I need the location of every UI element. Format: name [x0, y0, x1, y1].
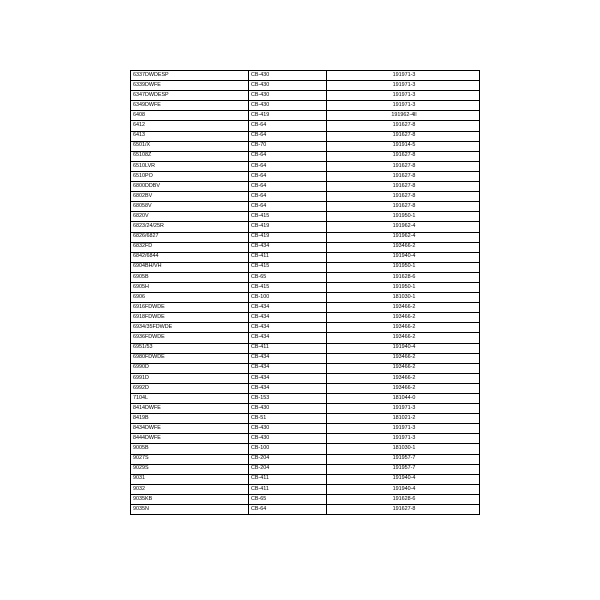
cell-series: CB-419	[249, 232, 327, 242]
cell-reference: 191962-4ll	[327, 111, 480, 121]
cell-reference: 191950-1	[327, 262, 480, 272]
cell-part-number: 6413	[131, 131, 249, 141]
table-row	[131, 252, 480, 262]
cell-series: CB-100	[249, 293, 327, 303]
cell-series: CB-64	[249, 192, 327, 202]
table-row	[131, 454, 480, 464]
table-row	[131, 333, 480, 343]
cell-reference: 193466-2	[327, 242, 480, 252]
cell-part-number: 6905B	[131, 272, 249, 282]
cell-series: CB-430	[249, 404, 327, 414]
table-row	[131, 353, 480, 363]
cell-series: CB-64	[249, 202, 327, 212]
cell-series: CB-415	[249, 262, 327, 272]
cell-part-number: 8414DWFE	[131, 404, 249, 414]
cell-series: CB-411	[249, 343, 327, 353]
cell-series: CB-434	[249, 363, 327, 373]
cell-series: CB-419	[249, 222, 327, 232]
table-row	[131, 313, 480, 323]
cell-reference: 191628-6	[327, 272, 480, 282]
cell-reference: 193466-2	[327, 383, 480, 393]
cell-part-number: 7104L	[131, 394, 249, 404]
cell-part-number: 9027S	[131, 454, 249, 464]
table-row	[131, 505, 480, 515]
cell-series: CB-430	[249, 424, 327, 434]
cell-reference: 191627-8	[327, 151, 480, 161]
cell-part-number: 6906	[131, 293, 249, 303]
table-row	[131, 363, 480, 373]
cell-part-number: 6802BV	[131, 192, 249, 202]
cell-series: CB-51	[249, 414, 327, 424]
cell-reference: 191628-6	[327, 494, 480, 504]
cell-reference: 193466-2	[327, 323, 480, 333]
cell-reference: 193466-2	[327, 353, 480, 363]
table-row	[131, 111, 480, 121]
table-row	[131, 222, 480, 232]
table-row	[131, 131, 480, 141]
table-row	[131, 272, 480, 282]
table-row	[131, 202, 480, 212]
cell-reference: 191914-5	[327, 141, 480, 151]
cell-series: CB-64	[249, 131, 327, 141]
cell-part-number: 6823/24/25R	[131, 222, 249, 232]
cell-reference: 181030-1	[327, 444, 480, 454]
cell-part-number: 6905H	[131, 282, 249, 292]
table-row	[131, 161, 480, 171]
cell-part-number: 9035N	[131, 505, 249, 515]
table-row	[131, 383, 480, 393]
table-row	[131, 303, 480, 313]
cell-series: CB-434	[249, 313, 327, 323]
table-row	[131, 71, 480, 81]
cell-part-number: 6510PO	[131, 171, 249, 181]
table-row	[131, 394, 480, 404]
cell-series: CB-204	[249, 464, 327, 474]
cell-reference: 191627-8	[327, 131, 480, 141]
cell-series: CB-411	[249, 474, 327, 484]
cell-part-number: 6980FDWDE	[131, 353, 249, 363]
cell-series: CB-430	[249, 434, 327, 444]
cell-reference: 181044-0	[327, 394, 480, 404]
cell-part-number: 6990D	[131, 363, 249, 373]
cell-reference: 191971-3	[327, 424, 480, 434]
cell-part-number: 68058V	[131, 202, 249, 212]
cell-part-number: 6820V	[131, 212, 249, 222]
cell-reference: 191627-8	[327, 192, 480, 202]
table-row	[131, 151, 480, 161]
cell-reference: 193466-2	[327, 373, 480, 383]
cell-part-number: 6918FDWDE	[131, 313, 249, 323]
cell-series: CB-64	[249, 171, 327, 181]
table-row	[131, 192, 480, 202]
cell-series: CB-64	[249, 505, 327, 515]
parts-table-body	[131, 71, 480, 515]
table-row	[131, 91, 480, 101]
cell-part-number: 6832FD	[131, 242, 249, 252]
table-row	[131, 414, 480, 424]
cell-series: CB-100	[249, 444, 327, 454]
cell-part-number: 6501/X	[131, 141, 249, 151]
cell-series: CB-430	[249, 91, 327, 101]
cell-reference: 191971-3	[327, 101, 480, 111]
cell-part-number: 6349DWFE	[131, 101, 249, 111]
cell-part-number: 6510LVR	[131, 161, 249, 171]
cell-part-number: 6339DWFE	[131, 81, 249, 91]
cell-part-number: 8444DWFE	[131, 434, 249, 444]
table-row	[131, 121, 480, 131]
cell-series: CB-434	[249, 323, 327, 333]
cell-reference: 191940-4	[327, 474, 480, 484]
cell-part-number: 9029S	[131, 464, 249, 474]
cell-series: CB-434	[249, 383, 327, 393]
table-row	[131, 293, 480, 303]
cell-part-number: 8434DWFE	[131, 424, 249, 434]
table-row	[131, 242, 480, 252]
cell-series: CB-64	[249, 182, 327, 192]
cell-series: CB-411	[249, 484, 327, 494]
table-row	[131, 282, 480, 292]
cell-reference: 191627-8	[327, 202, 480, 212]
cell-reference: 181030-1	[327, 293, 480, 303]
cell-part-number: 65108Z	[131, 151, 249, 161]
table-row	[131, 323, 480, 333]
cell-series: CB-434	[249, 242, 327, 252]
table-row	[131, 424, 480, 434]
cell-part-number: 6412	[131, 121, 249, 131]
table-row	[131, 171, 480, 181]
cell-reference: 191962-4	[327, 232, 480, 242]
table-row	[131, 141, 480, 151]
cell-reference: 193466-2	[327, 313, 480, 323]
cell-reference: 191971-3	[327, 81, 480, 91]
cell-part-number: 6337DWDESP	[131, 71, 249, 81]
parts-cross-reference-table	[130, 70, 480, 515]
table-row	[131, 182, 480, 192]
table-row	[131, 434, 480, 444]
cell-reference: 191940-4	[327, 484, 480, 494]
cell-series: CB-434	[249, 373, 327, 383]
cell-reference: 191971-3	[327, 434, 480, 444]
cell-reference: 191957-7	[327, 454, 480, 464]
cell-part-number: 6936FDWDE	[131, 333, 249, 343]
cell-series: CB-204	[249, 454, 327, 464]
table-row	[131, 474, 480, 484]
cell-reference: 191971-3	[327, 91, 480, 101]
table-row	[131, 404, 480, 414]
cell-reference: 193466-2	[327, 363, 480, 373]
cell-reference: 191940-4	[327, 252, 480, 262]
table-row	[131, 262, 480, 272]
cell-part-number: 6800DDBV	[131, 182, 249, 192]
table-row	[131, 484, 480, 494]
table-row	[131, 232, 480, 242]
cell-series: CB-70	[249, 141, 327, 151]
cell-reference: 191957-7	[327, 464, 480, 474]
cell-part-number: 6934/35FDWDE	[131, 323, 249, 333]
table-row	[131, 464, 480, 474]
cell-reference: 193466-2	[327, 303, 480, 313]
cell-reference: 193466-2	[327, 333, 480, 343]
cell-series: CB-434	[249, 303, 327, 313]
cell-part-number: 6916FDWDE	[131, 303, 249, 313]
cell-part-number: 9005B	[131, 444, 249, 454]
cell-series: CB-430	[249, 71, 327, 81]
cell-part-number: 6904BH/VH	[131, 262, 249, 272]
table-row	[131, 343, 480, 353]
cell-reference: 181021-2	[327, 414, 480, 424]
cell-reference: 191950-1	[327, 212, 480, 222]
table-row	[131, 81, 480, 91]
cell-reference: 191971-3	[327, 71, 480, 81]
cell-series: CB-430	[249, 81, 327, 91]
cell-reference: 191627-8	[327, 161, 480, 171]
cell-reference: 191940-4	[327, 343, 480, 353]
cell-reference: 191627-8	[327, 171, 480, 181]
cell-part-number: 9035KB	[131, 494, 249, 504]
cell-series: CB-411	[249, 252, 327, 262]
cell-reference: 191962-4	[327, 222, 480, 232]
cell-part-number: 6951/53	[131, 343, 249, 353]
cell-reference: 191971-3	[327, 404, 480, 414]
cell-part-number: 6347DWDESP	[131, 91, 249, 101]
table-row	[131, 494, 480, 504]
table-row	[131, 444, 480, 454]
table-row	[131, 373, 480, 383]
cell-series: CB-419	[249, 111, 327, 121]
cell-series: CB-415	[249, 212, 327, 222]
cell-series: CB-65	[249, 272, 327, 282]
cell-series: CB-64	[249, 121, 327, 131]
cell-series: CB-64	[249, 151, 327, 161]
cell-part-number: 6408	[131, 111, 249, 121]
cell-part-number: 8419B	[131, 414, 249, 424]
cell-series: CB-434	[249, 333, 327, 343]
table-row	[131, 101, 480, 111]
cell-part-number: 9032	[131, 484, 249, 494]
cell-reference: 191627-8	[327, 182, 480, 192]
cell-part-number: 6992D	[131, 383, 249, 393]
cell-part-number: 9031	[131, 474, 249, 484]
parts-table-container	[130, 70, 470, 515]
cell-series: CB-65	[249, 494, 327, 504]
cell-part-number: 6826/6827	[131, 232, 249, 242]
cell-reference: 191627-8	[327, 505, 480, 515]
cell-part-number: 6991D	[131, 373, 249, 383]
cell-series: CB-153	[249, 394, 327, 404]
cell-series: CB-64	[249, 161, 327, 171]
cell-reference: 191627-8	[327, 121, 480, 131]
cell-series: CB-415	[249, 282, 327, 292]
cell-reference: 191950-1	[327, 282, 480, 292]
cell-part-number: 6842/6844	[131, 252, 249, 262]
table-row	[131, 212, 480, 222]
cell-series: CB-434	[249, 353, 327, 363]
cell-series: CB-430	[249, 101, 327, 111]
